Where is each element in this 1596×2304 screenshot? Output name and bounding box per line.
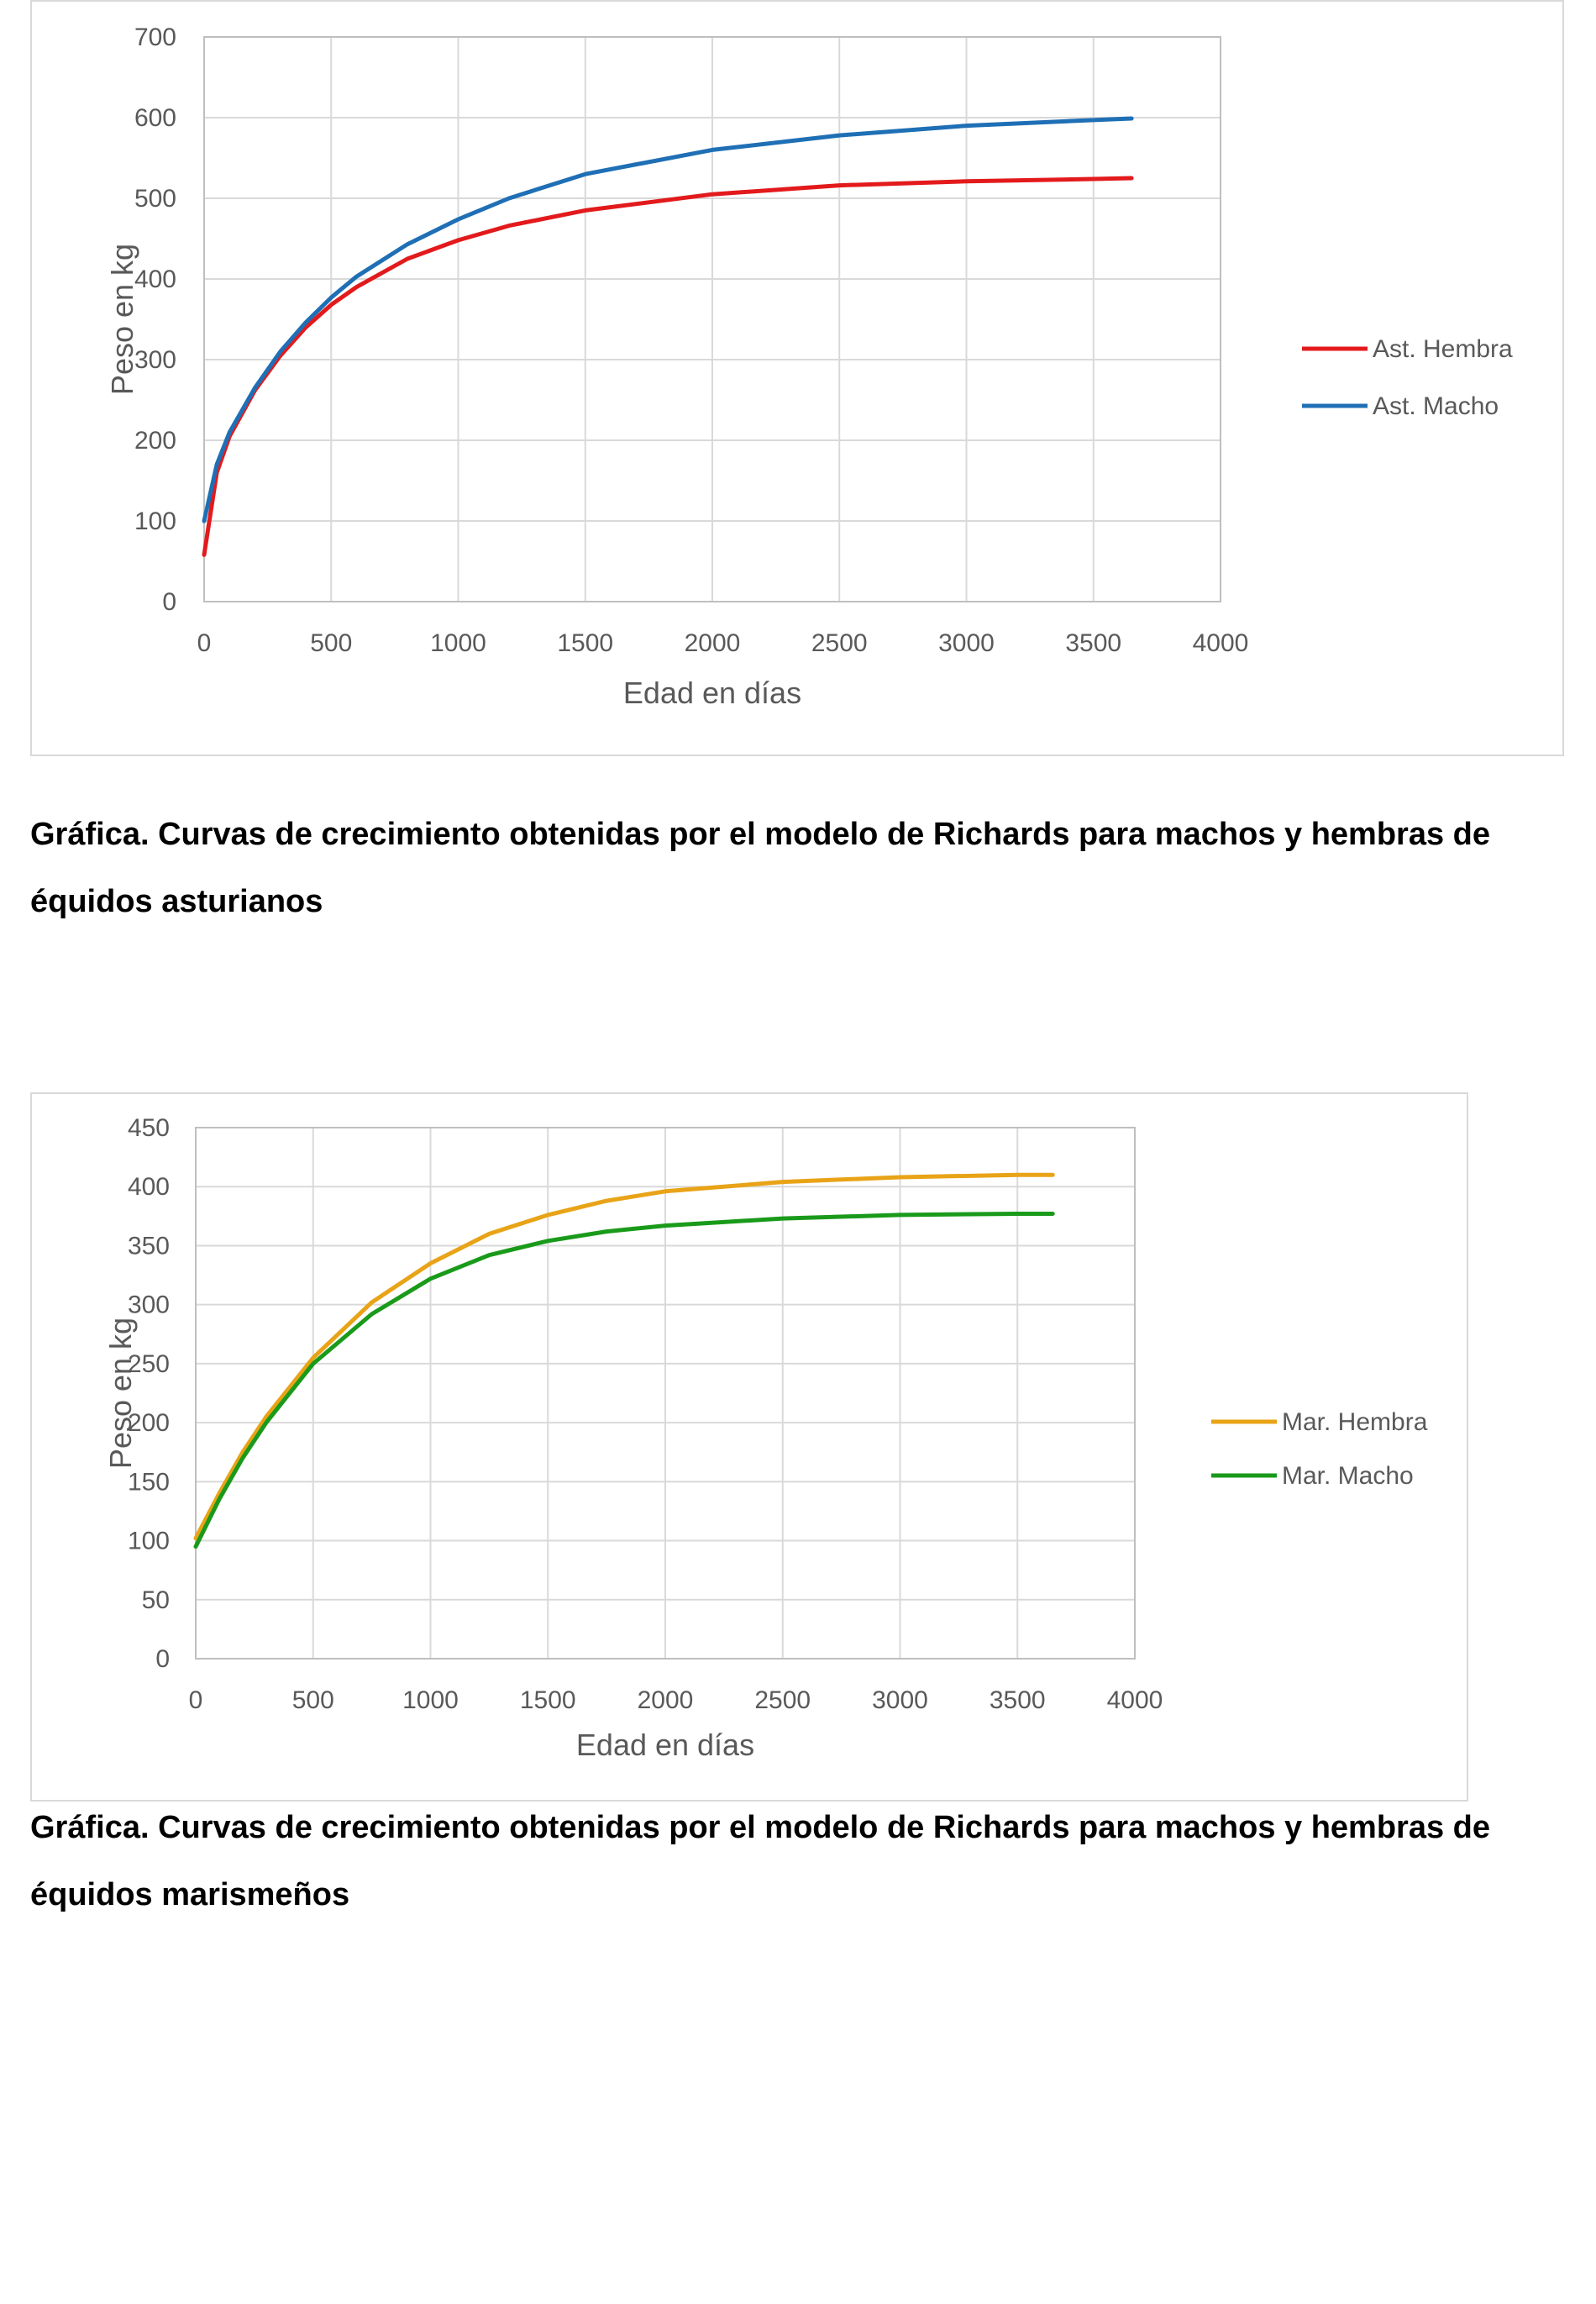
y-tick-label: 600 bbox=[134, 104, 176, 132]
x-tick-label: 2500 bbox=[811, 629, 868, 657]
y-tick-label: 100 bbox=[134, 508, 176, 535]
x-tick-label: 3500 bbox=[1065, 629, 1122, 657]
x-tick-label: 1500 bbox=[519, 1686, 576, 1714]
y-tick-label: 100 bbox=[127, 1527, 170, 1555]
legend-label: Ast. Macho bbox=[1373, 392, 1499, 420]
x-tick-label: 1000 bbox=[430, 629, 486, 657]
legend bbox=[1302, 335, 1513, 420]
caption-asturianos: Gráfica. Curvas de crecimiento obtenidas por el modelo de Richards para machos y hembras de équidos asturianos bbox=[30, 817, 1491, 919]
y-tick-label: 300 bbox=[127, 1291, 170, 1319]
chart-marismenos bbox=[30, 1092, 1468, 1802]
chart-asturianos bbox=[30, 0, 1564, 756]
legend-label: Mar. Macho bbox=[1282, 1462, 1414, 1490]
y-tick-label: 700 bbox=[134, 24, 176, 51]
y-tick-label: 150 bbox=[127, 1468, 170, 1497]
y-tick-label: 400 bbox=[127, 1173, 170, 1202]
x-axis-title: Edad en días bbox=[575, 1728, 755, 1762]
y-tick-label: 400 bbox=[134, 266, 176, 293]
x-tick-label: 4000 bbox=[1192, 629, 1249, 657]
y-tick-label: 200 bbox=[127, 1409, 170, 1438]
x-tick-label: 2500 bbox=[754, 1686, 811, 1714]
y-tick-label: 500 bbox=[134, 185, 176, 213]
y-tick-label: 350 bbox=[127, 1232, 170, 1260]
x-tick-label: 2000 bbox=[637, 1686, 694, 1714]
legend-label: Ast. Hembra bbox=[1373, 335, 1513, 363]
caption-marismenos: Gráfica. Curvas de crecimiento obtenidas por el modelo de Richards para machos y hembras de équidos marismeños bbox=[30, 1810, 1491, 1912]
x-tick-label: 0 bbox=[188, 1686, 203, 1714]
y-tick-label: 0 bbox=[162, 588, 176, 616]
y-tick-label: 50 bbox=[141, 1586, 170, 1614]
y-tick-label: 0 bbox=[155, 1645, 170, 1673]
x-tick-label: 1000 bbox=[402, 1686, 459, 1714]
x-tick-label: 2000 bbox=[684, 629, 741, 657]
legend-label: Mar. Hembra bbox=[1282, 1408, 1428, 1436]
chart-svg bbox=[32, 2, 1562, 755]
y-axis-title: Peso en kg bbox=[103, 1317, 138, 1470]
gridlines bbox=[196, 1128, 1135, 1659]
y-tick-label: 250 bbox=[127, 1349, 170, 1378]
x-axis-title: Edad en días bbox=[622, 676, 802, 710]
y-tick-label: 200 bbox=[134, 427, 176, 455]
series-line-mar-macho bbox=[196, 1214, 1053, 1547]
chart-svg bbox=[32, 1094, 1467, 1800]
x-tick-label: 500 bbox=[310, 629, 353, 657]
x-tick-label: 4000 bbox=[1106, 1686, 1163, 1714]
y-axis-title: Peso en kg bbox=[105, 243, 139, 396]
x-tick-label: 3500 bbox=[989, 1686, 1046, 1714]
y-tick-label: 450 bbox=[127, 1114, 170, 1142]
y-tick-label: 300 bbox=[134, 346, 176, 374]
x-tick-label: 500 bbox=[291, 1686, 334, 1714]
x-tick-label: 1500 bbox=[557, 629, 614, 657]
series-line-ast-hembra bbox=[204, 178, 1131, 555]
x-tick-label: 3000 bbox=[872, 1686, 928, 1714]
x-tick-label: 3000 bbox=[938, 629, 995, 657]
legend bbox=[1211, 1408, 1428, 1490]
x-tick-label: 0 bbox=[197, 629, 212, 657]
